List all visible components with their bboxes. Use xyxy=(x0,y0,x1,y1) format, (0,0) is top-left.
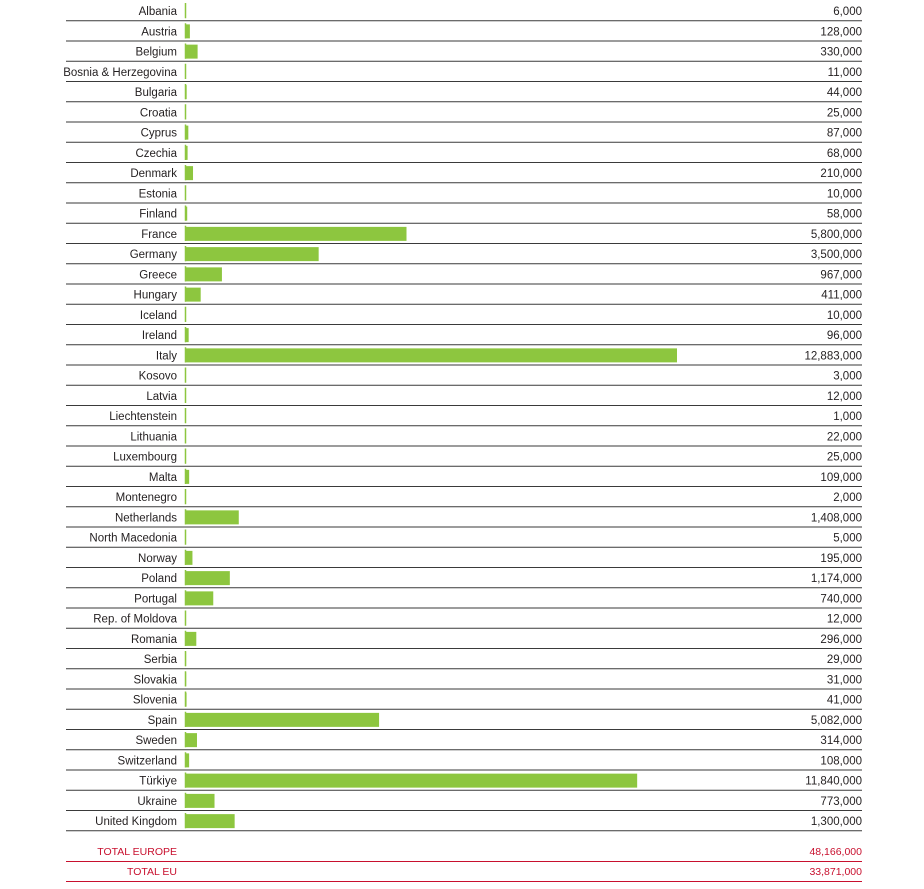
total-label: TOTAL EU xyxy=(127,866,177,878)
category-label: Slovenia xyxy=(132,694,177,707)
value-label: 195,000 xyxy=(820,552,862,565)
bar-row xyxy=(66,530,862,548)
bar xyxy=(185,753,189,767)
value-label: 6,000 xyxy=(833,6,862,19)
value-label: 296,000 xyxy=(820,633,862,646)
value-label: 2,000 xyxy=(833,492,862,505)
bar-row xyxy=(66,428,862,446)
bar xyxy=(185,247,319,261)
bar xyxy=(185,227,407,241)
bar xyxy=(185,672,186,686)
bar-row xyxy=(66,773,862,791)
bar-row xyxy=(66,104,862,122)
category-label: Netherlands xyxy=(114,512,177,525)
category-label: Estonia xyxy=(138,188,177,201)
bar xyxy=(185,207,187,221)
bar-row xyxy=(66,489,862,507)
category-label: Serbia xyxy=(143,654,177,667)
category-label: Luxembourg xyxy=(113,451,177,464)
value-label: 10,000 xyxy=(826,309,862,322)
bar xyxy=(185,146,188,160)
bar xyxy=(185,632,196,646)
bar xyxy=(185,652,186,666)
category-label: Ukraine xyxy=(137,795,177,808)
category-label: Rep. of Moldova xyxy=(93,613,177,626)
bar-row xyxy=(66,165,862,183)
bar-row xyxy=(66,793,862,811)
bar-row xyxy=(66,408,862,426)
category-label: Malta xyxy=(148,471,177,484)
category-label: Ireland xyxy=(141,330,177,343)
bar-row xyxy=(66,206,862,224)
category-label: Cyprus xyxy=(140,127,177,140)
value-label: 22,000 xyxy=(826,431,862,444)
bar xyxy=(185,429,186,443)
value-label: 29,000 xyxy=(826,654,862,667)
bar xyxy=(185,733,197,747)
bar-row xyxy=(66,469,862,487)
bar-row xyxy=(66,185,862,203)
bar-row xyxy=(66,287,862,305)
category-label: Montenegro xyxy=(115,492,177,505)
total-value: 33,871,000 xyxy=(809,866,862,878)
value-label: 1,300,000 xyxy=(810,816,862,829)
bar xyxy=(185,774,637,788)
bar-row xyxy=(66,813,862,831)
value-label: 12,883,000 xyxy=(804,350,862,363)
bar-row xyxy=(66,266,862,284)
bar xyxy=(185,24,190,38)
bar-row xyxy=(66,368,862,386)
value-label: 967,000 xyxy=(820,269,862,282)
total-row xyxy=(66,866,862,882)
category-label: Norway xyxy=(138,552,177,565)
category-label: Türkiye xyxy=(139,775,177,788)
total-label: TOTAL EUROPE xyxy=(97,846,177,858)
bar-row xyxy=(66,712,862,730)
category-label: Sweden xyxy=(135,735,177,748)
bar-row xyxy=(66,732,862,750)
value-label: 44,000 xyxy=(826,87,862,100)
bar-row xyxy=(63,64,862,82)
bar xyxy=(185,814,235,828)
bar-row xyxy=(66,307,862,325)
bar xyxy=(185,166,193,180)
category-label: Greece xyxy=(139,269,177,282)
bar-row xyxy=(66,449,862,467)
value-label: 1,000 xyxy=(833,411,862,424)
chart-totals xyxy=(66,846,862,882)
chart-rows xyxy=(63,3,862,831)
value-label: 128,000 xyxy=(820,26,862,39)
total-row xyxy=(66,846,862,862)
value-label: 25,000 xyxy=(826,107,862,120)
category-label: Latvia xyxy=(146,390,177,403)
value-label: 5,082,000 xyxy=(810,714,862,727)
value-label: 3,000 xyxy=(833,370,862,383)
value-label: 25,000 xyxy=(826,451,862,464)
bar-row xyxy=(66,692,862,710)
value-label: 773,000 xyxy=(820,795,862,808)
bar xyxy=(185,126,188,140)
category-label: Liechtenstein xyxy=(109,411,177,424)
category-label: Denmark xyxy=(130,168,177,181)
value-label: 12,000 xyxy=(826,390,862,403)
value-label: 109,000 xyxy=(820,471,862,484)
value-label: 1,408,000 xyxy=(810,512,862,525)
bar-row xyxy=(66,3,862,21)
category-label: Portugal xyxy=(134,593,177,606)
value-label: 5,000 xyxy=(833,532,862,545)
bar-row xyxy=(66,246,862,264)
value-label: 330,000 xyxy=(820,46,862,59)
bar-row xyxy=(66,570,862,588)
bar xyxy=(185,551,192,565)
bar xyxy=(185,328,189,342)
bar xyxy=(185,450,186,464)
category-label: Switzerland xyxy=(117,755,177,768)
category-label: Finland xyxy=(139,208,177,221)
value-label: 58,000 xyxy=(826,208,862,221)
bar xyxy=(185,288,201,302)
bar xyxy=(185,794,215,808)
value-label: 108,000 xyxy=(820,755,862,768)
category-label: Czechia xyxy=(135,147,177,160)
value-label: 96,000 xyxy=(826,330,862,343)
value-label: 11,840,000 xyxy=(805,775,862,788)
bar xyxy=(185,267,222,281)
category-label: Poland xyxy=(141,573,177,586)
value-label: 3,500,000 xyxy=(810,249,862,262)
bar xyxy=(185,693,187,707)
category-label: Bulgaria xyxy=(134,87,177,100)
value-label: 5,800,000 xyxy=(810,228,862,241)
category-label: Belgium xyxy=(135,46,177,59)
category-label: Bosnia & Herzegovina xyxy=(63,66,177,79)
bar-row xyxy=(66,23,862,41)
bar-row xyxy=(66,84,862,102)
category-label: Lithuania xyxy=(130,431,177,444)
bar-row xyxy=(66,145,862,163)
category-label: Slovakia xyxy=(133,674,177,687)
bar-row xyxy=(66,752,862,770)
category-label: Iceland xyxy=(139,309,177,322)
bar-row xyxy=(66,590,862,608)
category-label: Spain xyxy=(147,714,177,727)
bar xyxy=(185,45,198,59)
category-label: Kosovo xyxy=(138,370,177,383)
value-label: 1,174,000 xyxy=(810,573,862,586)
bar-row xyxy=(66,631,862,649)
bar xyxy=(185,105,186,119)
value-label: 314,000 xyxy=(820,735,862,748)
bar xyxy=(185,85,187,99)
bar-row xyxy=(66,226,862,244)
value-label: 411,000 xyxy=(821,289,862,302)
bar-row xyxy=(66,44,862,62)
bar xyxy=(185,571,230,585)
category-label: Austria xyxy=(141,26,177,39)
bar xyxy=(185,591,213,605)
total-value: 48,166,000 xyxy=(809,846,862,858)
category-label: Italy xyxy=(155,350,177,363)
bar xyxy=(185,510,239,524)
value-label: 87,000 xyxy=(826,127,862,140)
bar xyxy=(185,713,379,727)
value-label: 210,000 xyxy=(820,168,862,181)
category-label: Romania xyxy=(130,633,177,646)
category-label: Albania xyxy=(138,6,177,19)
bar xyxy=(185,470,189,484)
value-label: 41,000 xyxy=(826,694,862,707)
category-label: Croatia xyxy=(139,107,177,120)
value-label: 740,000 xyxy=(820,593,862,606)
category-label: North Macedonia xyxy=(89,532,177,545)
category-label: Germany xyxy=(129,249,177,262)
bar-row xyxy=(66,125,862,143)
bar-row xyxy=(66,611,862,629)
bar-row xyxy=(66,550,862,568)
value-label: 10,000 xyxy=(826,188,862,201)
bar-row xyxy=(66,651,862,669)
bar-row xyxy=(66,509,862,527)
category-label: United Kingdom xyxy=(95,816,177,829)
bar-row xyxy=(66,388,862,406)
bar xyxy=(185,348,677,362)
value-label: 68,000 xyxy=(826,147,862,160)
bar-row xyxy=(66,347,862,365)
category-label: Hungary xyxy=(133,289,177,302)
value-label: 31,000 xyxy=(826,674,862,687)
value-label: 12,000 xyxy=(826,613,862,626)
value-label: 11,000 xyxy=(827,66,862,79)
category-label: France xyxy=(141,228,177,241)
bar-row xyxy=(66,327,862,345)
bar-row xyxy=(66,671,862,689)
